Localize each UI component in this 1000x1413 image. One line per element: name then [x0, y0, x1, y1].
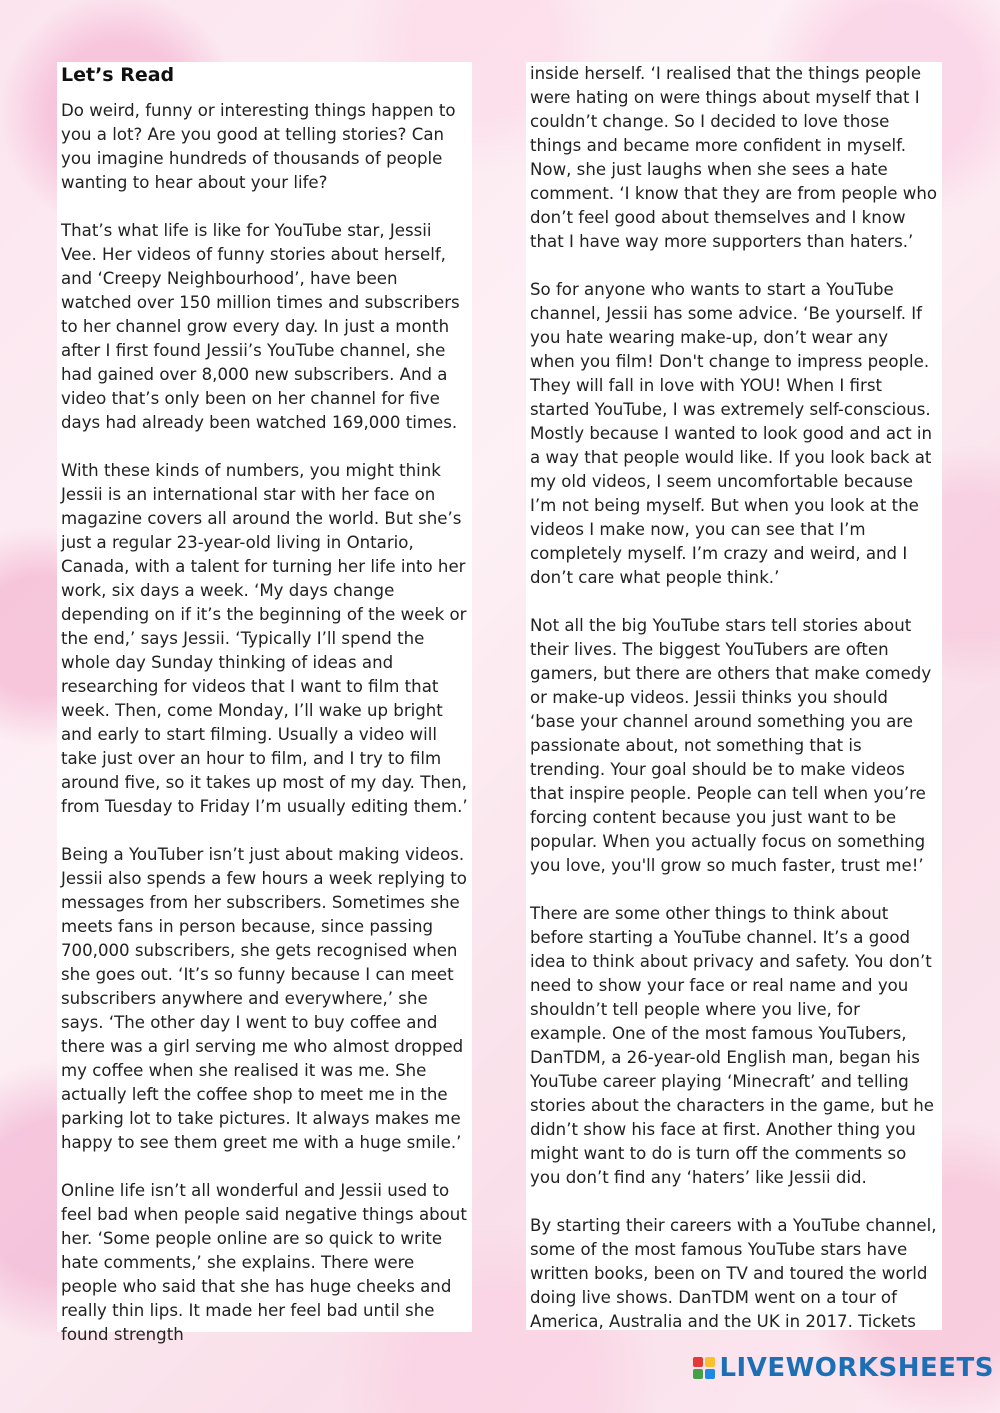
right-column	[526, 62, 942, 1330]
logo-mark-icon	[693, 1357, 715, 1379]
paragraph: Do weird, funny or interesting things happen to you a lot? Are you good at telling stories? Can you imagine hundreds of thousands of people wanting to hear about your life?	[61, 101, 456, 192]
page-title: Let’s Read	[61, 64, 175, 86]
paragraph: That’s what life is like for YouTube star, Jessii Vee. Her videos of funny stories about herself, and ‘Creepy Neighbourhood’, have been watched over 150 million times and subscribers to her channel grow every day. In just a month after I first found Jessii’s YouTube channel, she had gained over 8,000 new subscribers. And a video that’s only been on her channel for five days had already been watched 169,000 times.	[61, 221, 460, 432]
paragraph: Not all the big YouTube stars tell stories about their lives. The biggest YouTubers are often gamers, but there are others that make comedy or make-up videos. Jessii thinks you should ‘base your channel around something you are passionate about, not something that is trending. Your goal should be to make videos that inspire people. People can tell when you’re forcing content because you just want to be popular. When you actually focus on something you love, you'll grow so much faster, trust me!’	[530, 616, 932, 875]
paragraph: With these kinds of numbers, you might think Jessii is an international star with her face on magazine covers all around the world. But she’s just a regular 23-year-old living in Ontario, Canada, with a talent for turning her life into her work, six days a week. ‘My days change depending on if it’s the beginning of the week or the end,’ says Jessii. ‘Typically I’ll spend the whole day Sunday thinking of ideas and researching for videos that I want to film that week. Then, come Monday, I’ll wake up bright and early to start filming. Usually a video will take just over an hour to film, and I try to film around five, so it takes up most of my day. Then, from Tuesday to Friday I’m usually editing them.’	[61, 461, 468, 816]
paragraph: Online life isn’t all wonderful and Jessii used to feel bad when people said negative things about her. ‘Some people online are so quick to write hate comments,’ she explains. There were people who said that she has huge cheeks and really thin lips. It made her feel bad until she found strength	[61, 1181, 467, 1344]
logo-text: LIVEWORKSHEETS	[719, 1353, 994, 1383]
paragraph: inside herself. ‘I realised that the things people were hating on were things about myself that I couldn’t change. So I decided to love those things and became more confident in myself. Now, she just laughs when she sees a hate comment. ‘I know that they are from people who don’t feel good about themselves and I know that I have way more supporters than haters.’	[530, 64, 938, 251]
paragraph: By starting their careers with a YouTube channel, some of the most famous YouTube stars have written books, been on TV and toured the world doing live shows. DanTDM went on a tour of America, Australia and the UK in 2017. Tickets	[530, 1216, 937, 1331]
paragraph: So for anyone who wants to start a YouTube channel, Jessii has some advice. ‘Be yourself. If you hate wearing make-up, don’t wear any when you film! Don't change to impress people. They will fall in love with YOU! When I first started YouTube, I was extremely self-conscious. Mostly because I wanted to look good and act in a way that people would like. If you look back at my old videos, I seem uncomfortable because I’m not being myself. But when you look at the videos I make now, you can see that I’m completely myself. I’m crazy and weird, and I don’t care what people think.’	[530, 280, 933, 587]
left-column	[57, 62, 472, 1344]
paragraph: Being a YouTuber isn’t just about making videos. Jessii also spends a few hours a week replying to messages from her subscribers. Sometimes she meets fans in person because, since passing 700,000 subscribers, she gets recognised when she goes out. ‘It’s so funny because I can meet subscribers anywhere and everywhere,’ she says. ‘The other day I went to buy coffee and there was a girl serving me who almost dropped my coffee when she realised it was me. She actually left the coffee shop to meet me in the parking lot to take pictures. It always makes me happy to see them greet me with a huge smile.’	[61, 845, 467, 1152]
liveworksheets-logo[interactable]	[693, 1353, 994, 1383]
paragraph: There are some other things to think about before starting a YouTube channel. It’s a good idea to think about privacy and safety. You don’t need to show your face or real name and you shouldn’t tell people where you live, for example. One of the most famous YouTubers, DanTDM, a 26-year-old English man, began his YouTube career playing ‘Minecraft’ and telling stories about the characters in the game, but he didn’t show his face at first. Another thing you might want to do is turn off the comments so you don’t find any ‘haters’ like Jessii did.	[530, 904, 934, 1187]
